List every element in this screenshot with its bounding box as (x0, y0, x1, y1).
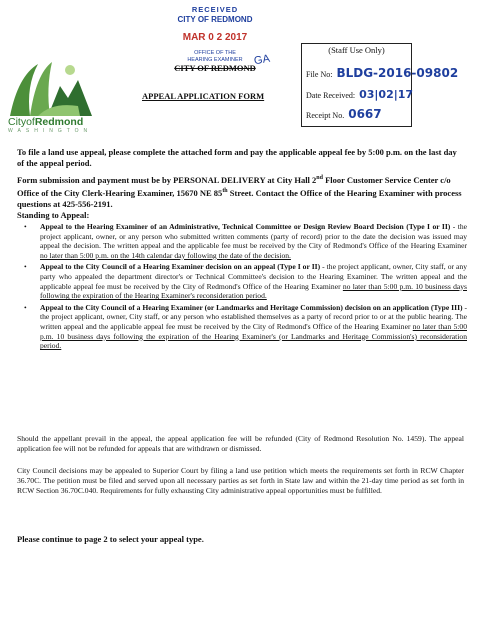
city-logo (8, 56, 94, 118)
receipt-no-row: Receipt No. 0667 (306, 107, 382, 121)
date-received-value: 03|02|17 (359, 88, 414, 101)
list-item: • Appeal to the City Council of a Hearing Examiner decision on an appeal (Type I or II) - the project applicant, owner, City staff, or any party who appealed the department director's or Technical Committee's decision to the Hearing Examiner. The written appeal and the applicable appeal fee must be received by the City of Redmond's Office of the Hearing Examiner no later than 5:00 p.m. 10 business days following the expiration of the Hearing Examiner's reconsideration period. (24, 262, 467, 301)
stamp-received: RECEIVED (191, 5, 239, 14)
superior-court-paragraph: City Council decisions may be appealed to Superior Court by filing a land use petition which meets the requirements set forth in RCW Chapter 36.70C. The petition must be filed and served upon all necessary parties as set forth in State law and within the 21-day time period as set forth in RCW Section 36.70C.040. Requirements for fully exhausting City administrative appeal opportunities must be fulfilled. (17, 466, 464, 495)
stamp-office: OFFICE OF THE HEARING EXAMINER (187, 50, 243, 63)
stamp-date: MAR 0 2 2017 (182, 32, 248, 43)
logo-wordmark: CityofRedmond (8, 116, 84, 128)
intro-paragraph: To file a land use appeal, please complete the attached form and pay the applicable appeal fee by 5:00 p.m. on the last day of the appeal period. (17, 147, 457, 168)
logo-tagline: WASHINGTON (8, 128, 93, 134)
list-item: • Appeal to the Hearing Examiner of an Administrative, Technical Committee or Design Review Board Decision (Type I or II) - the project applicant, owner, or any person who submitted written comments (party of record) prior to the date the decision was issued may appeal the decision. The written appeal and the applicable fee must be received by the City of Redmond's Office of the Hearing Examiner no later than 5:00 p.m. on the 14th calendar day following the date of the decision. (24, 222, 468, 260)
continue-note: Please continue to page 2 to select your appeal type. (17, 534, 204, 544)
standing-heading: Standing to Appeal: (17, 210, 90, 220)
staff-use-heading: (Staff Use Only) (328, 45, 385, 55)
refund-paragraph: Should the appellant prevail in the appeal, the appeal application fee will be refunded (City of Redmond Resolution No. 1459). The appeal application fee will not be refunded for appeals that are withdrawn or dismissed. (17, 434, 464, 453)
stamp-city: CITY OF REDMOND (177, 15, 253, 24)
receipt-no-value: 0667 (348, 107, 382, 121)
submission-paragraph: Form submission and payment must be by PERSONAL DELIVERY at City Hall 2nd Floor Customer Service Center c/o Office of the City Clerk-Hearing Examiner, 15670 NE 85th Street. Contact the Office of the Hearing Examiner with process questions at 425-556-2191. (17, 174, 462, 209)
list-item: • Appeal to the City Council of a Hearing Examiner (or Landmarks and Heritage Commission) decision on an application (Type III) - the project applicant, owner, City staff, or any person who established themselves as a party of record prior to or at the public hearing. The written appeal and the applicable appeal fee must be received by the City of Redmond's Office of the Hearing Examiner no later than 5:00 p.m. 10 business days following the expiration of the Hearing Examiner's (or Landmarks and Heritage Commission's) reconsideration period. (24, 302, 467, 351)
date-received-row: Date Received: 03|02|17 (306, 88, 414, 101)
standing-list (20, 222, 467, 353)
crossed-city-name: CITY OF REDMOND (174, 63, 256, 73)
form-title: APPEAL APPLICATION FORM (142, 91, 265, 101)
file-no-row: File No: BLDG-2016-09802 (306, 66, 459, 80)
file-no-value: BLDG-2016-09802 (336, 66, 459, 80)
stamp-initials: GA (253, 52, 271, 68)
